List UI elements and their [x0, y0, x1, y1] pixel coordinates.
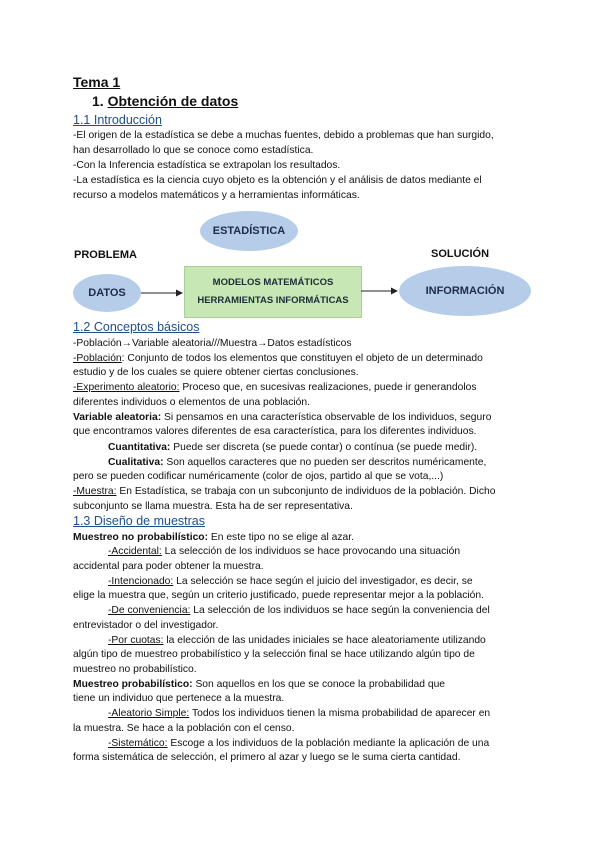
sampling-line: forma sistemática de selección, el primero al azar y luego se le suma cierta cantidad. — [73, 752, 461, 763]
sistematico-term: -Sistemático: — [108, 738, 168, 749]
poblacion-line — [73, 352, 483, 366]
accidental-term: -Accidental: — [108, 546, 162, 557]
estadistica-ellipse: ESTADÍSTICA — [200, 211, 298, 251]
cuantitativa-term: Cuantitativa: — [108, 442, 171, 453]
cuantitativa-text: Puede ser discreta (se puede contar) o contínua (se puede medir). — [170, 442, 478, 453]
experimento-line — [73, 381, 477, 395]
sampling-line: algún tipo de muestreo probabilístico y la selección final se hace utilizando algún tipo de — [73, 649, 475, 660]
solucion-label: SOLUCIÓN — [431, 248, 490, 260]
sistematico-text: Escoge a los individuos de la población mediante la aplicación de una — [167, 738, 490, 749]
tema-heading: Tema 1 — [73, 74, 121, 90]
probabilistico-line — [73, 678, 445, 692]
sampling-line: muestreo no probabilístico. — [73, 664, 197, 675]
experimento-term: -Experimento aleatorio: — [73, 382, 180, 393]
sampling-line: accidental para poder obtener la muestra. — [73, 561, 264, 572]
concept-line: diferentes individuos o elementos de una población. — [73, 397, 310, 408]
cuantitativa-line — [108, 441, 477, 455]
concept-line: que encontramos valores diferentes de esa característica, para los diferentes individuos. — [73, 426, 477, 437]
aleatorio-term: -Aleatorio Simple: — [108, 708, 190, 719]
modelos-line: MODELOS MATEMÁTICOS — [212, 277, 334, 288]
conveniencia-line — [108, 604, 490, 618]
no-probabilistico-line — [73, 531, 354, 545]
cuotas-text: la elección de las unidades iniciales se hace aleatoriamente utilizando — [163, 635, 486, 646]
probabilistico-term: Muestreo probabilístico: — [73, 679, 193, 690]
subsection-title-intro: 1.1 Introducción — [73, 113, 162, 127]
accidental-text: La selección de los individuos se hace provocando una situación — [161, 546, 461, 557]
sampling-line: entrevistador o del investigador. — [73, 620, 219, 631]
intencionado-term: -Intencionado: — [108, 576, 174, 587]
concept-line: -Población→Variable aleatoria///Muestra→Datos estadísticos — [73, 338, 352, 349]
intro-line: -El origen de la estadística se debe a muchas fuentes, debido a problemas que han surgido, — [73, 130, 494, 141]
cualitativa-term: Cualitativa: — [108, 457, 164, 468]
intencionado-line — [108, 575, 473, 589]
muestra-text: En Estadística, se trabaja con un subconjunto de individuos de la población. Dicho — [116, 486, 496, 497]
aleatorio-text: Todos los individuos tienen la misma probabilidad de aparecer en — [189, 708, 491, 719]
muestra-term: -Muestra: — [73, 486, 117, 497]
section-number: 1. — [92, 93, 104, 109]
subsection-title-diseno: 1.3 Diseño de muestras — [73, 514, 206, 528]
informacion-ellipse: INFORMACIÓN — [399, 266, 531, 316]
sampling-line: la muestra. Se hace a la población con el censo. — [73, 723, 295, 734]
sampling-line: elige la muestra que, según un criterio justificado, puede representar mejor a la población. — [73, 590, 484, 601]
concept-line: pero se pueden codificar numéricamente (color de ojos, partido al que se vota,...) — [73, 471, 444, 482]
concept-line: estudio y de los cuales se quiere obtener ciertas conclusiones. — [73, 367, 359, 378]
subsection-title-conceptos: 1.2 Conceptos básicos — [73, 320, 200, 334]
intro-line: -La estadística es la ciencia cuyo objeto es la obtención y el análisis de datos mediante el — [73, 175, 482, 186]
section-title: Obtención de datos — [107, 93, 239, 109]
poblacion-text: : Conjunto de todos los elementos que constituyen el objeto de un determinado — [121, 353, 483, 364]
no-probabilistico-term: Muestreo no probabilístico: — [73, 532, 209, 543]
experimento-text: Proceso que, en sucesivas realizaciones, puede ir generandolos — [179, 382, 477, 393]
aleatorio-line — [108, 707, 490, 721]
conveniencia-text: La selección de los individuos se hace según la conveniencia del — [190, 605, 490, 616]
intencionado-text: La selección se hace según el juicio del investigador, es decir, se — [173, 576, 473, 587]
cualitativa-text: Son aquellos caracteres que no pueden ser descritos numéricamente, — [163, 457, 487, 468]
cuotas-term: -Por cuotas: — [108, 635, 164, 646]
variable-text: Si pensamos en una característica observable de los individuos, seguro — [161, 412, 492, 423]
concept-line: subconjunto se llama muestra. Esta ha de ser representativa. — [73, 501, 353, 512]
intro-line: han desarrollado lo que se conoce como estadística. — [73, 145, 314, 156]
sampling-line: tiene un individuo que pertenece a la muestra. — [73, 693, 285, 704]
intro-line: recurso a modelos matemáticos y a herramientas informáticas. — [73, 190, 360, 201]
poblacion-term: -Población — [73, 353, 122, 364]
no-probabilistico-text: En este tipo no se elige al azar. — [208, 532, 354, 543]
muestra-line — [73, 485, 495, 499]
conveniencia-term: -De conveniencia: — [108, 605, 191, 616]
probabilistico-text: Son aquellos en los que se conoce la probabilidad que — [192, 679, 446, 690]
intro-line: -Con la Inferencia estadística se extrapolan los resultados. — [73, 160, 341, 171]
cualitativa-line — [108, 456, 486, 470]
herramientas-line: HERRAMIENTAS INFORMÁTICAS — [197, 295, 349, 306]
variable-term: Variable aleatoria: — [73, 412, 162, 423]
cuotas-line — [108, 634, 486, 648]
variable-line — [73, 411, 491, 425]
sistematico-line — [108, 737, 489, 751]
datos-ellipse: DATOS — [73, 274, 141, 312]
accidental-line — [108, 545, 460, 559]
problema-label: PROBLEMA — [74, 249, 137, 261]
